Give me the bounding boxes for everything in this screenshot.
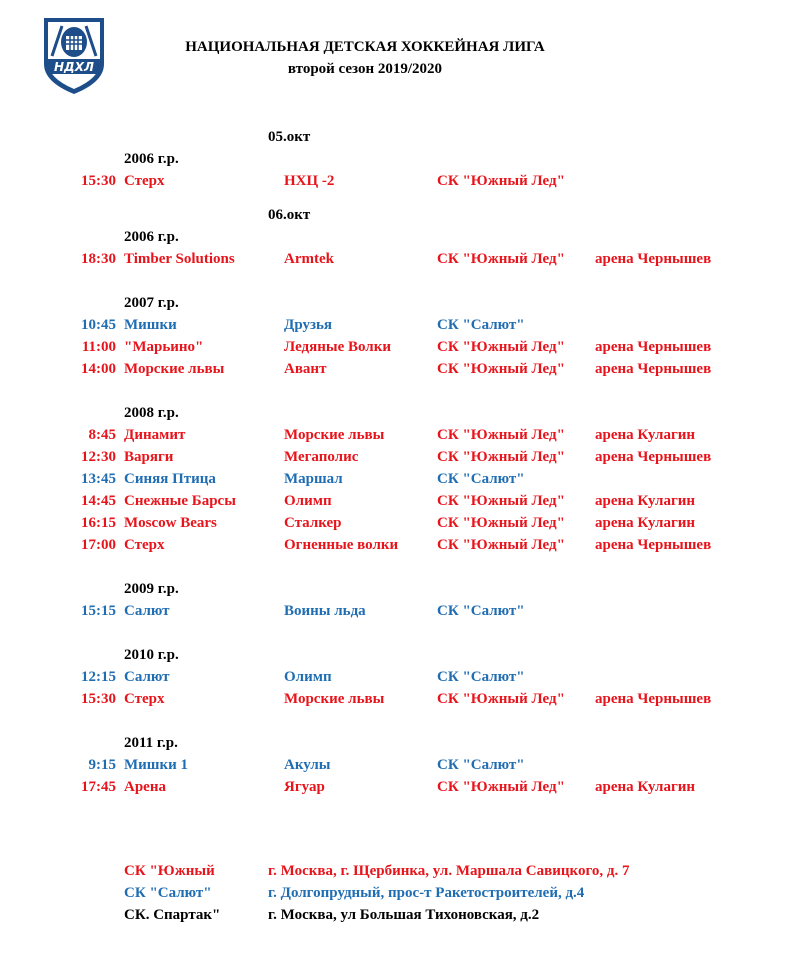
arena: арена Чернышев [595,361,712,377]
logo-text: НДХЛ [54,60,94,74]
team-home: "Марьино" [124,339,204,355]
arena: арена Чернышев [595,449,712,465]
game-time: 16:15 [81,515,116,531]
age-group-heading: 2008 г.р. [124,405,179,421]
arena: арена Кулагин [595,493,696,509]
arena: арена Кулагин [595,779,696,795]
game-time: 15:15 [81,603,116,619]
team-away: Ледяные Волки [284,339,392,355]
team-home: Мишки [124,317,177,333]
age-group-heading: 2007 г.р. [124,295,179,311]
venue: СК "Салют" [437,317,525,333]
team-home: Синяя Птица [124,471,216,487]
team-away: НХЦ -2 [284,173,335,189]
age-group-heading: 2011 г.р. [124,735,178,751]
game-time: 17:00 [81,537,116,553]
game-time: 12:30 [81,449,116,465]
game-time: 17:45 [81,779,116,795]
arena: арена Чернышев [595,251,712,267]
venue: СК "Южный Лед" [437,691,565,707]
game-time: 8:45 [88,427,116,443]
venue: СК "Южный Лед" [437,361,565,377]
game-time: 12:15 [81,669,116,685]
team-away: Олимп [284,493,332,509]
team-home: Снежные Барсы [124,493,236,509]
team-away: Акулы [284,757,331,773]
address-name: СК "Салют" [124,885,212,901]
team-home: Динамит [124,427,186,443]
venue: СК "Салют" [437,669,525,685]
venue: СК "Южный Лед" [437,779,565,795]
venue: СК "Южный Лед" [437,251,565,267]
team-away: Мегаполис [284,449,359,465]
date-heading: 06.окт [268,207,311,223]
team-home: Moscow Bears [124,515,217,531]
game-time: 11:00 [81,339,116,355]
venue: СК "Салют" [437,757,525,773]
address-text: г. Москва, ул Большая Тихоновская, д.2 [268,907,540,923]
team-home: Стерх [124,173,165,189]
game-time: 14:45 [81,493,116,509]
venue: СК "Южный Лед" [437,493,565,509]
arena: арена Чернышев [595,537,712,553]
game-time: 18:30 [81,251,116,267]
team-home: Морские львы [124,361,225,377]
team-home: Мишки 1 [124,757,188,773]
ndhl-logo [40,12,108,96]
game-time: 9:15 [88,757,116,773]
age-group-heading: 2006 г.р. [124,229,179,245]
team-away: Сталкер [284,515,342,531]
team-away: Друзья [284,317,333,333]
venue: СК "Южный Лед" [437,427,565,443]
team-home: Timber Solutions [124,251,235,267]
team-home: Арена [124,779,166,795]
team-away: Морские львы [284,691,385,707]
address-name: СК. Спартак" [124,907,221,923]
venue: СК "Южный Лед" [437,537,565,553]
address-text: г. Долгопрудный, прос-т Ракетостроителей, д.4 [268,885,585,901]
game-time: 13:45 [81,471,116,487]
team-away: Ягуар [284,779,325,795]
game-time: 10:45 [81,317,116,333]
age-group-heading: 2009 г.р. [124,581,179,597]
venue: СК "Салют" [437,603,525,619]
venue: СК "Южный Лед" [437,515,565,531]
arena: арена Кулагин [595,427,696,443]
team-away: Armtek [284,251,334,267]
team-away: Авант [284,361,327,377]
address-name: СК "Южный [124,863,215,879]
page-subtitle: второй сезон 2019/2020 [287,61,443,77]
team-home: Салют [124,669,170,685]
team-away: Олимп [284,669,332,685]
venue: СК "Южный Лед" [437,339,565,355]
age-group-heading: 2006 г.р. [124,151,179,167]
venue: СК "Салют" [437,471,525,487]
team-away: Маршал [284,471,343,487]
address-text: г. Москва, г. Щербинка, ул. Маршала Савицкого, д. 7 [268,863,630,879]
age-group-heading: 2010 г.р. [124,647,179,663]
team-away: Морские львы [284,427,385,443]
team-home: Стерх [124,537,165,553]
game-time: 15:30 [81,691,116,707]
game-time: 14:00 [81,361,116,377]
team-away: Воины льда [284,603,366,619]
date-heading: 05.окт [268,129,311,145]
team-away: Огненные волки [284,537,399,553]
arena: арена Чернышев [595,691,712,707]
team-home: Стерх [124,691,165,707]
page-title: НАЦИОНАЛЬНАЯ ДЕТСКАЯ ХОККЕЙНАЯ ЛИГА [185,39,545,55]
team-home: Салют [124,603,170,619]
venue: СК "Южный Лед" [437,173,565,189]
game-time: 15:30 [81,173,116,189]
arena: арена Чернышев [595,339,712,355]
ndhl-shield-icon [40,12,108,96]
arena: арена Кулагин [595,515,696,531]
team-home: Варяги [124,449,174,465]
venue: СК "Южный Лед" [437,449,565,465]
